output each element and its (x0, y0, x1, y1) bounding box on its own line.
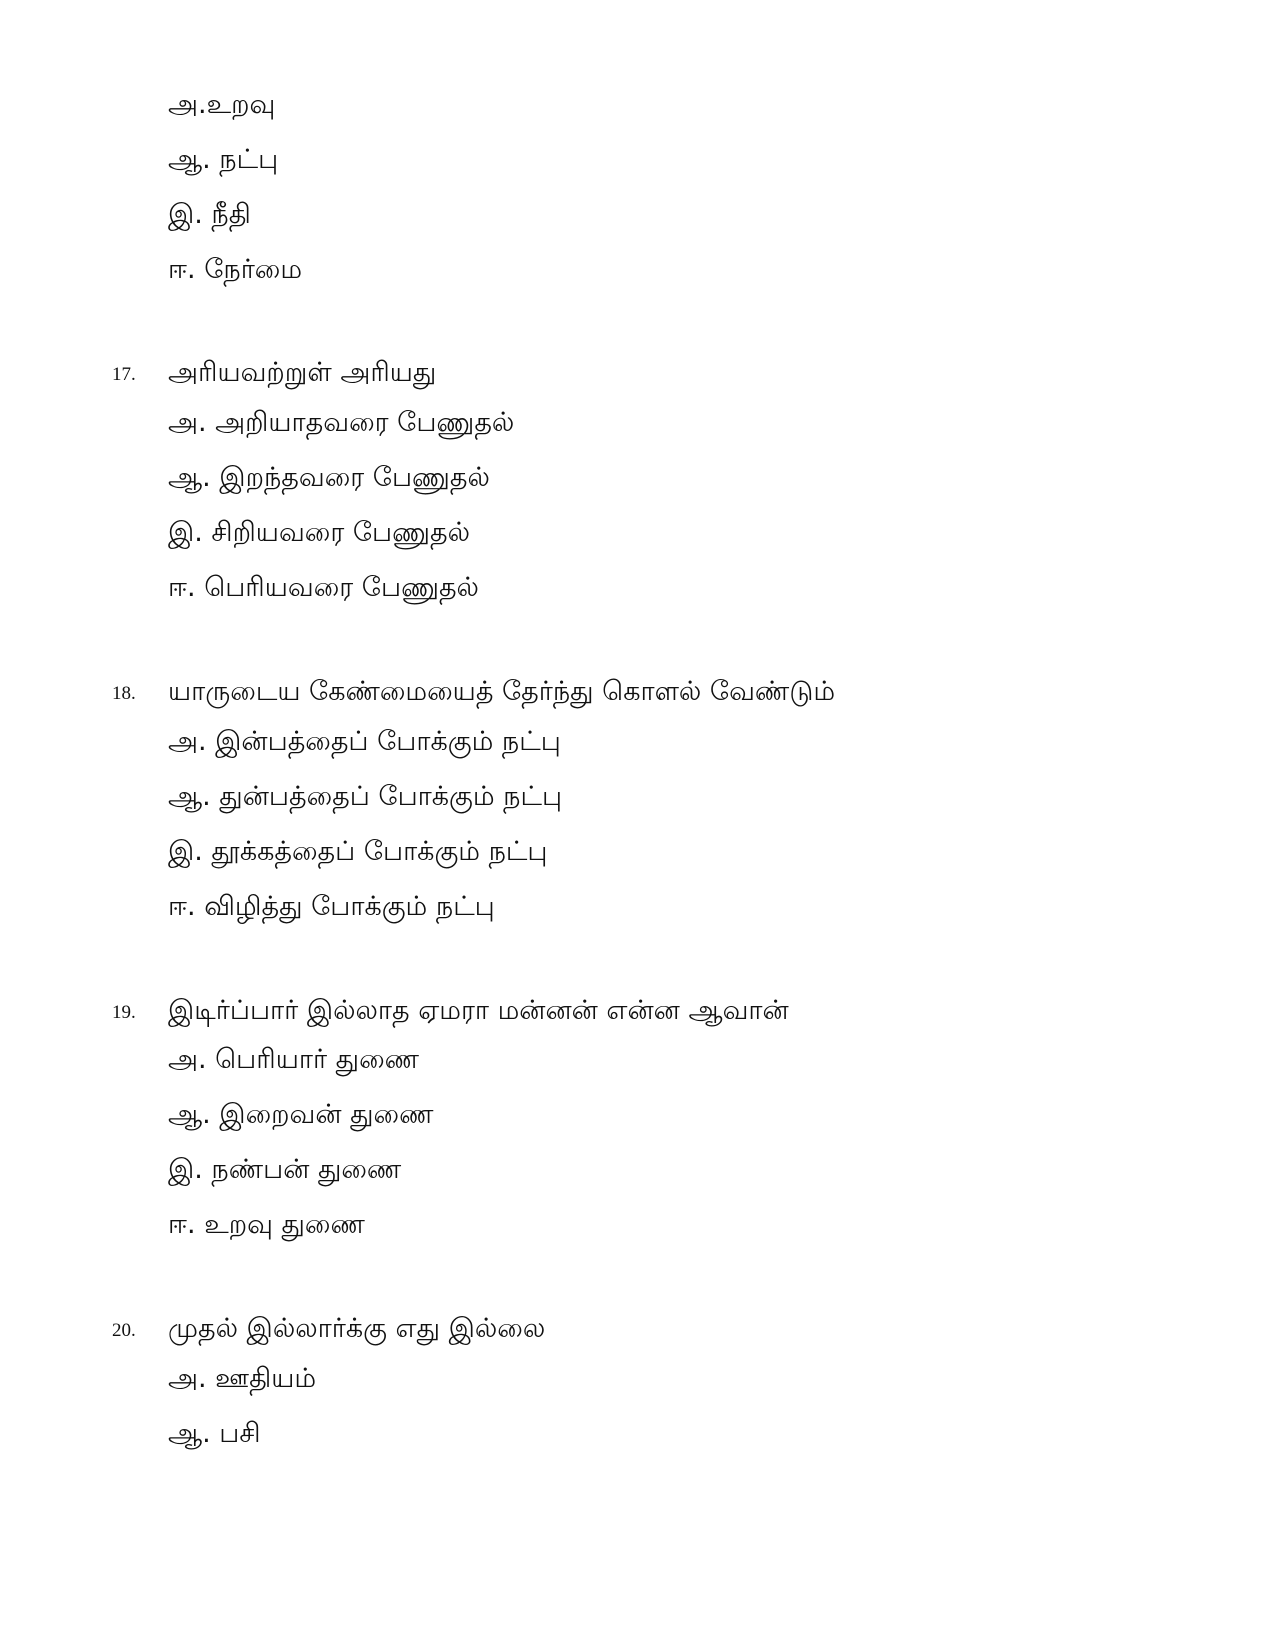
question-number: 20. (112, 1320, 136, 1341)
option-text: அ. பெரியார் துணை (168, 1044, 419, 1075)
option-text: அ. ஊதியம் (168, 1363, 317, 1394)
option-text: ஈ. விழித்து போக்கும் நட்பு (168, 891, 495, 922)
question-number: 18. (112, 683, 136, 704)
question-number: 17. (112, 364, 136, 385)
question-text: அரியவற்றுள் அரியது (168, 357, 437, 388)
option-text: இ. சிறியவரை பேணுதல் (168, 517, 471, 548)
option-text: ஆ. இறைவன் துணை (168, 1099, 434, 1130)
option-text: ஆ. துன்பத்தைப் போக்கும் நட்பு (168, 781, 563, 812)
option-text: ஈ. பெரியவரை பேணுதல் (168, 572, 479, 603)
question-number: 19. (112, 1002, 136, 1023)
option-text: அ.உறவு (168, 89, 276, 120)
option-text: ஆ. இறந்தவரை பேணுதல் (168, 462, 490, 493)
option-text: அ. அறியாதவரை பேணுதல் (168, 407, 515, 438)
option-text: இ. நீதி (168, 199, 251, 230)
option-text: ஆ. நட்பு (168, 144, 279, 175)
question-text: யாருடைய கேண்மையைத் தேர்ந்து கொளல் வேண்டும் (168, 676, 836, 707)
option-text: இ. தூக்கத்தைப் போக்கும் நட்பு (168, 836, 548, 867)
option-text: ஆ. பசி (168, 1418, 261, 1449)
question-text: முதல் இல்லார்க்கு எது இல்லை (168, 1313, 546, 1344)
option-text: இ. நண்பன் துணை (168, 1154, 402, 1185)
option-text: ஈ. உறவு துணை (168, 1209, 365, 1240)
option-text: அ. இன்பத்தைப் போக்கும் நட்பு (168, 726, 561, 757)
question-text: இடிர்ப்பார் இல்லாத ஏமரா மன்னன் என்ன ஆவான் (168, 995, 789, 1026)
option-text: ஈ. நேர்மை (168, 254, 303, 285)
